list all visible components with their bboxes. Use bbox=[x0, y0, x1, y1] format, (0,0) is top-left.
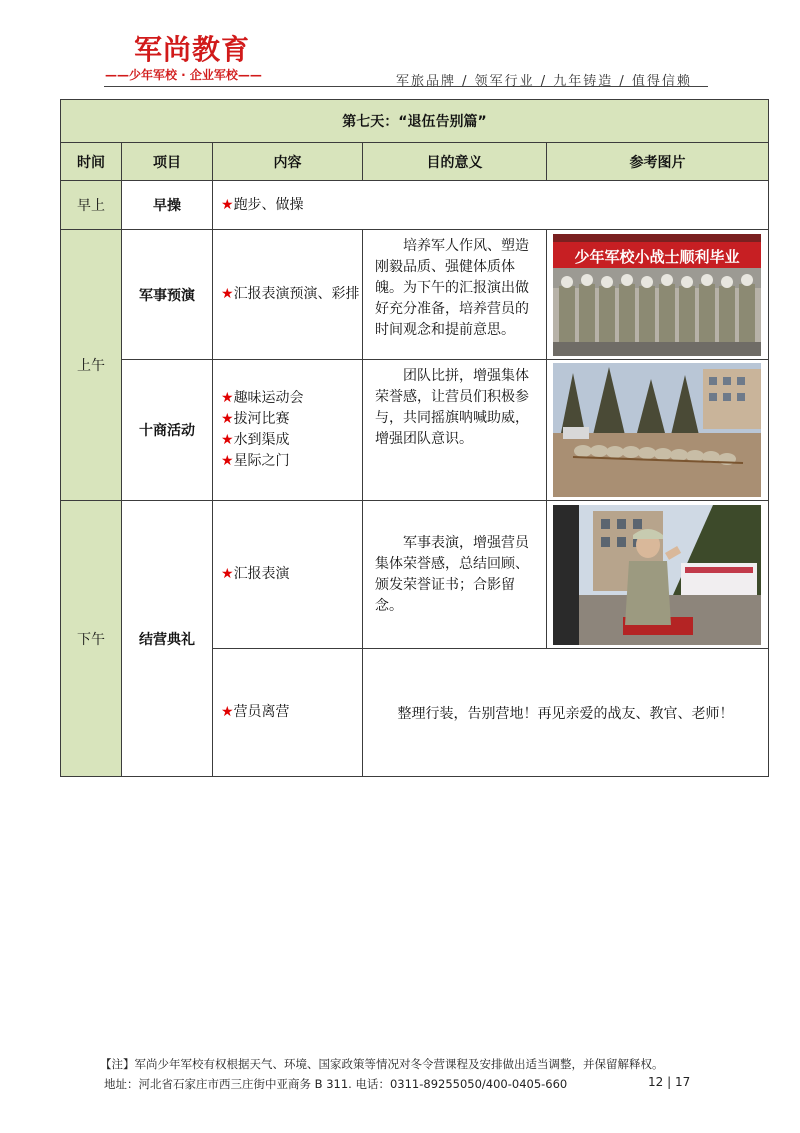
photo-cell bbox=[547, 230, 769, 360]
time-cell: 下午 bbox=[61, 501, 122, 777]
photo-cell bbox=[547, 501, 769, 649]
content-line bbox=[221, 388, 362, 409]
military-rehearsal-photo bbox=[553, 234, 761, 356]
content-item: 跑步、做操 bbox=[233, 196, 304, 213]
footer-note: 【注】军尚少年军校有权根据天气、环境、国家政策等情况对冬令营课程及安排做出适当调整，并保留解释权。 bbox=[100, 1057, 664, 1071]
star-icon: ★ bbox=[221, 390, 234, 406]
purpose-cell: 军事表演，增强营员集体荣誉感，总结回顾、颁发荣誉证书；合影留念。 bbox=[363, 501, 547, 649]
content-line bbox=[221, 409, 362, 430]
time-cell: 早上 bbox=[61, 181, 122, 230]
logo-subtitle: ——少年军校 · 企业军校—— bbox=[105, 68, 262, 82]
content-item: 汇报表演 bbox=[233, 566, 290, 582]
star-icon: ★ bbox=[221, 432, 234, 448]
star-icon: ★ bbox=[221, 411, 234, 427]
purpose-cell: 整理行装，告别营地！再见亲爱的战友、教官、老师！ bbox=[363, 649, 769, 777]
table-header-row bbox=[61, 143, 769, 181]
tug-of-war-photo bbox=[553, 363, 761, 497]
header-photo: 参考图片 bbox=[547, 143, 769, 181]
content-item: 拔河比赛 bbox=[233, 411, 290, 427]
schedule-table bbox=[60, 99, 769, 777]
project-cell: 军事预演 bbox=[122, 230, 213, 360]
content-cell bbox=[213, 181, 769, 230]
table-row bbox=[61, 360, 769, 501]
content-item: 趣味运动会 bbox=[233, 390, 304, 406]
content-cell bbox=[213, 649, 363, 777]
header-purpose: 目的意义 bbox=[363, 143, 547, 181]
star-icon: ★ bbox=[221, 196, 234, 213]
time-cell: 上午 bbox=[61, 230, 122, 501]
content-item: 汇报表演预演、彩排 bbox=[233, 286, 360, 302]
content-cell bbox=[213, 360, 363, 501]
photo-cell bbox=[547, 360, 769, 501]
header-time: 时间 bbox=[61, 143, 122, 181]
purpose-cell: 培养军人作风、塑造刚毅品质、强健体质体魄。为下午的汇报演出做好充分准备，培养营员的时间观念和提前意思。 bbox=[363, 230, 547, 360]
table-row bbox=[61, 181, 769, 230]
star-icon: ★ bbox=[221, 704, 234, 720]
header-content: 内容 bbox=[213, 143, 363, 181]
star-icon: ★ bbox=[221, 566, 234, 582]
footer-address: 地址：河北省石家庄市西三庄街中亚商务 B 311. 电话：0311-89255050/400-0405-660 bbox=[104, 1077, 568, 1091]
header-slogan: 军旅品牌 / 领军行业 / 九年铸造 / 值得信赖 bbox=[396, 74, 692, 89]
project-cell: 结营典礼 bbox=[122, 501, 213, 777]
table-title-row bbox=[61, 100, 769, 143]
content-line bbox=[221, 451, 362, 472]
header-project: 项目 bbox=[122, 143, 213, 181]
star-icon: ★ bbox=[221, 286, 234, 302]
star-icon: ★ bbox=[221, 453, 234, 469]
content-cell bbox=[213, 230, 363, 360]
header-divider bbox=[104, 86, 708, 87]
closing-ceremony-photo bbox=[553, 505, 761, 645]
content-item: 星际之门 bbox=[233, 453, 290, 469]
project-cell: 十商活动 bbox=[122, 360, 213, 501]
table-row bbox=[61, 501, 769, 649]
table-row bbox=[61, 230, 769, 360]
content-cell bbox=[213, 501, 363, 649]
table-title: 第七天：“退伍告别篇” bbox=[61, 100, 769, 143]
photo-banner-text: 少年军校小战士顺利毕业 bbox=[574, 247, 740, 266]
content-item: 营员离营 bbox=[233, 704, 290, 720]
logo-title: 军尚教育 bbox=[134, 33, 251, 66]
page-number: 12 | 17 bbox=[648, 1075, 691, 1089]
content-item: 水到渠成 bbox=[233, 432, 290, 448]
page-header bbox=[0, 0, 800, 95]
project-cell: 早操 bbox=[122, 181, 213, 230]
purpose-cell: 团队比拼，增强集体荣誉感，让营员们积极参与，共同摇旗呐喊助威，增强团队意识。 bbox=[363, 360, 547, 501]
content-line bbox=[221, 430, 362, 451]
